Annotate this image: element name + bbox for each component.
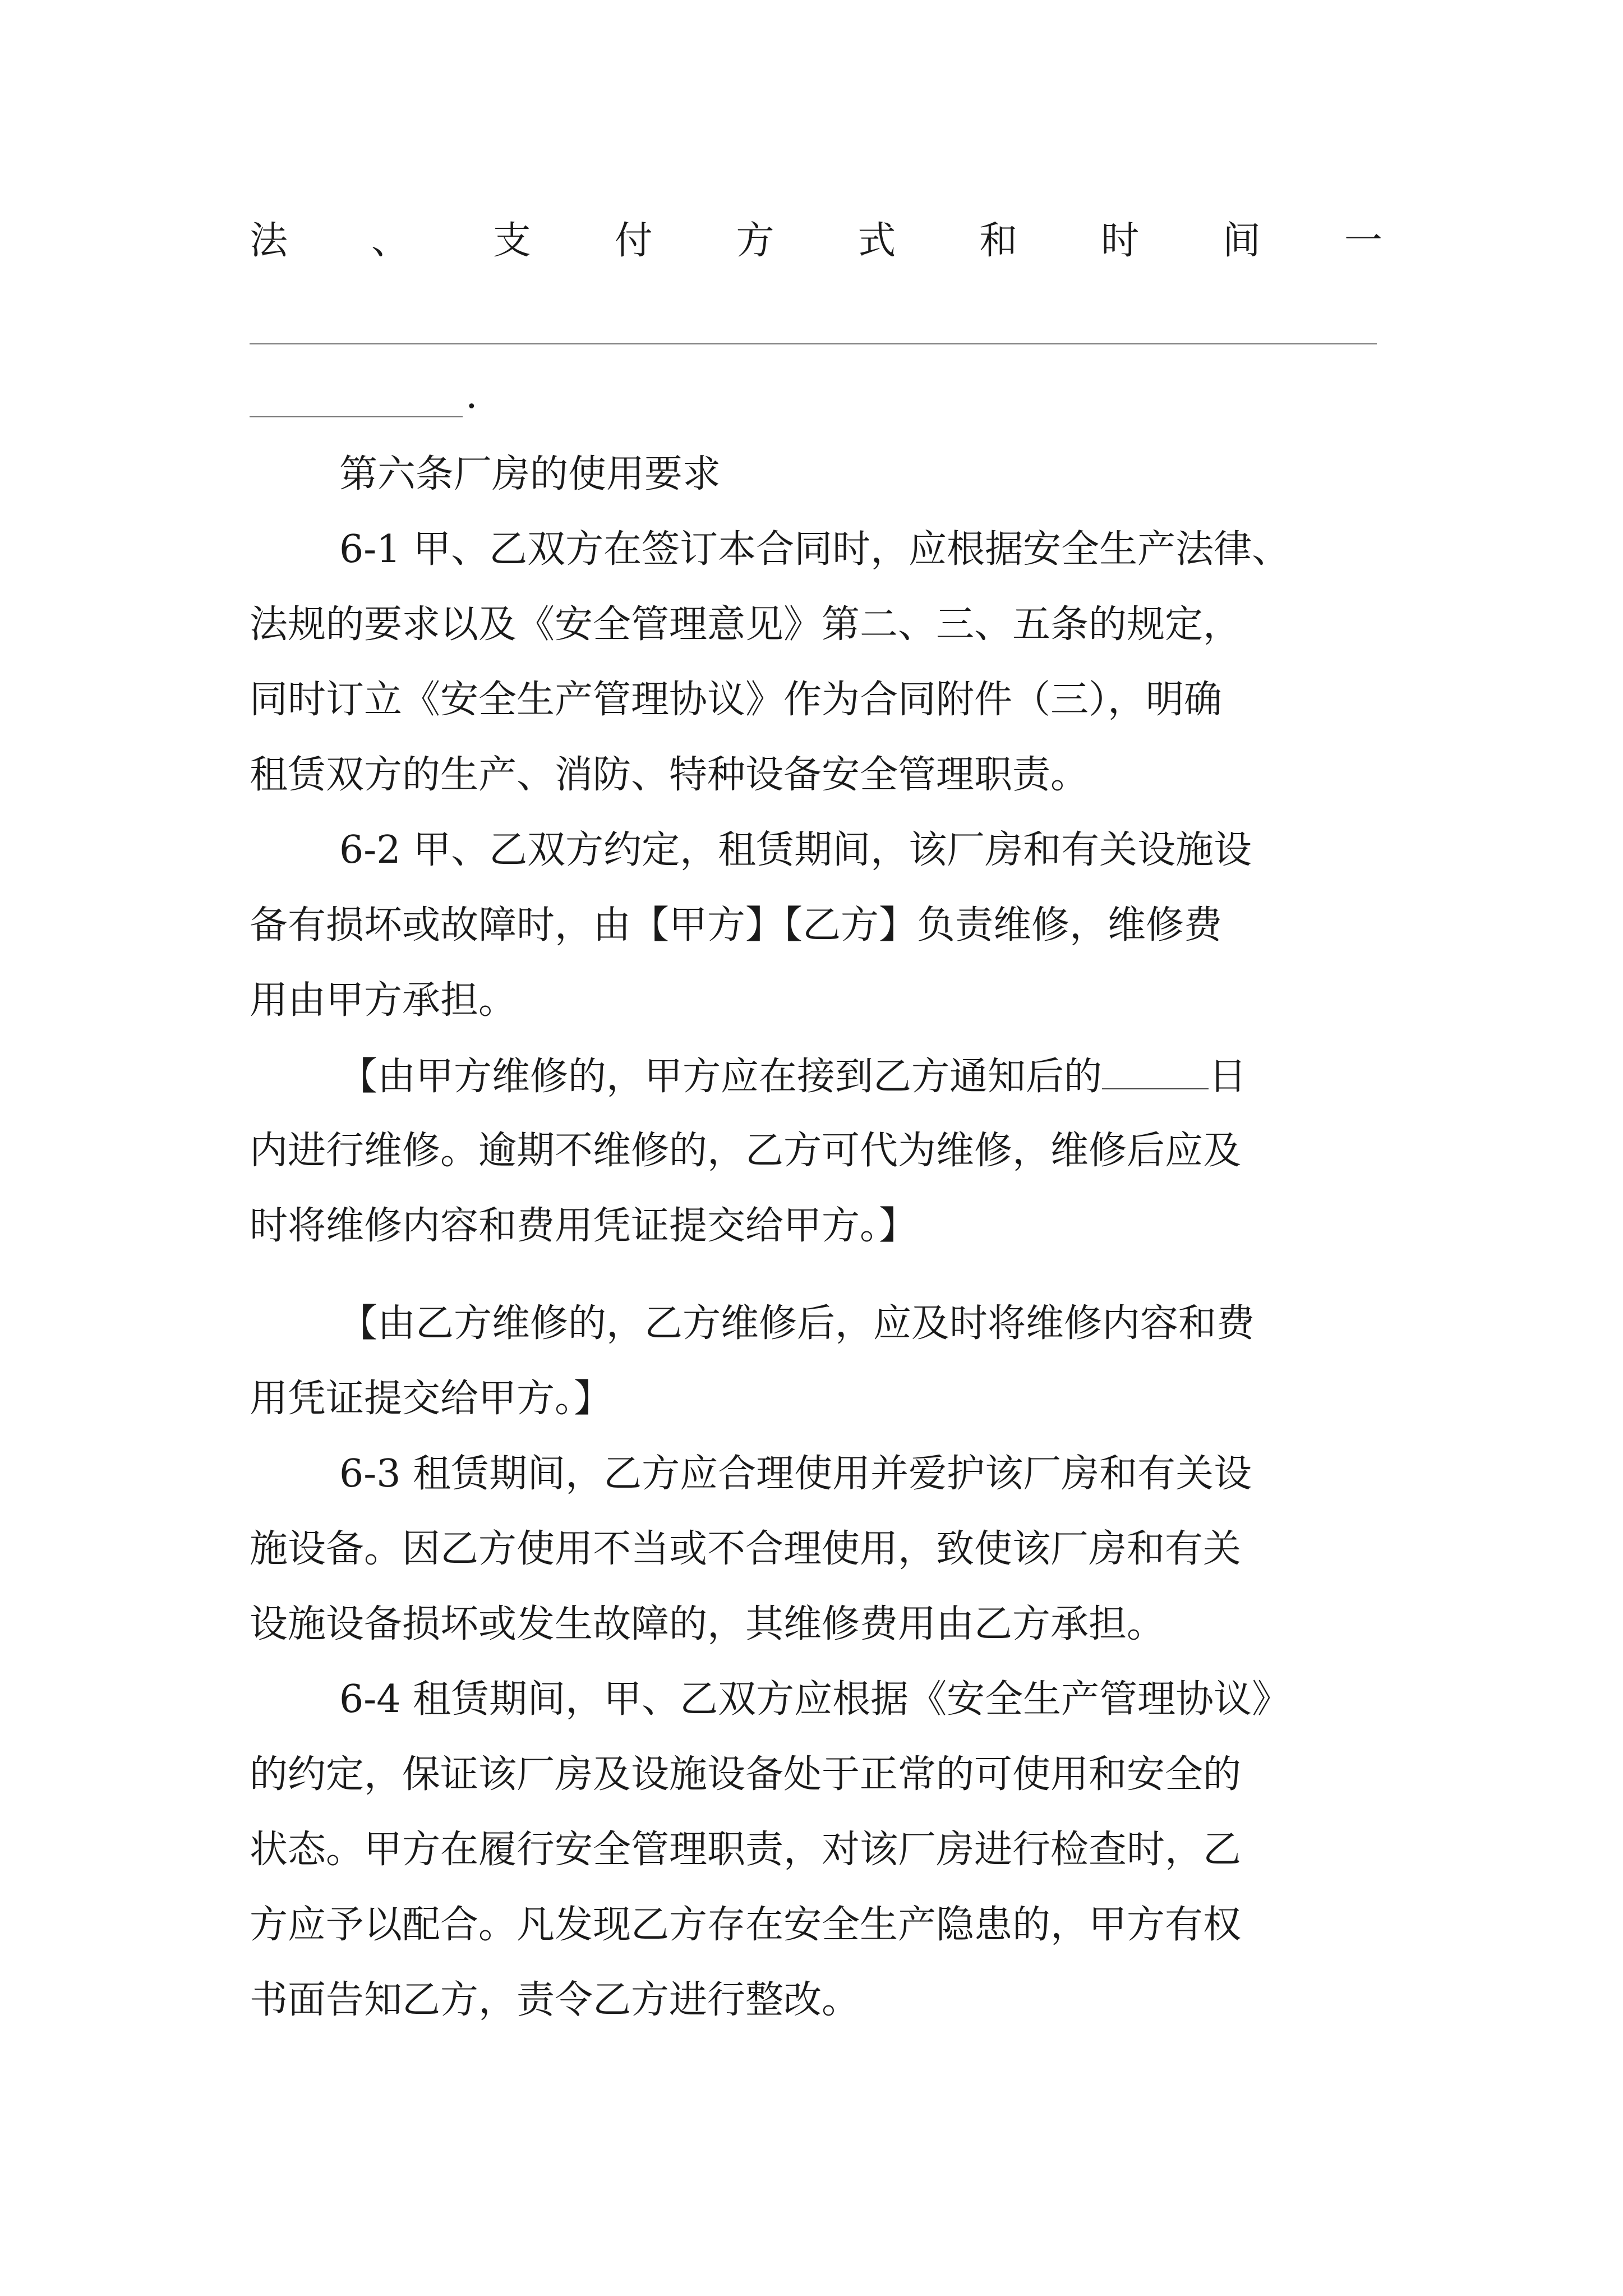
intro-char: 、: [371, 219, 409, 263]
text-line: 方应予以配合。凡发现乙方存在安全生产隐患的，甲方有权: [250, 1903, 1242, 1947]
text-line: 备有损坏或故障时，由【甲方】【乙方】负责维修，维修费: [250, 903, 1223, 947]
text-line: 6-4 租赁期间，甲、乙双方应根据《安全生产管理协议》: [339, 1677, 1290, 1722]
intro-line: [250, 219, 1382, 264]
intro-char: 一: [1344, 219, 1382, 263]
text-line: 施设备。因乙方使用不当或不合理使用，致使该厂房和有关: [250, 1527, 1242, 1571]
text-line: 用凭证提交给甲方。】: [250, 1377, 612, 1421]
text-segment: 日: [1209, 1055, 1247, 1099]
text-line: 6-3 租赁期间，乙方应合理使用并爱护该厂房和有关设: [339, 1452, 1252, 1496]
days-blank: [1102, 1053, 1209, 1089]
text-line: 同时订立《安全生产管理协议》作为合同附件（三），明确: [250, 678, 1223, 722]
intro-char: 付: [614, 219, 653, 263]
text-segment: 【由甲方维修的，甲方应在接到乙方通知后的: [339, 1055, 1103, 1099]
intro-char: 时: [1101, 219, 1140, 263]
intro-char: 支: [492, 219, 531, 263]
text-line: 状态。甲方在履行安全管理职责，对该厂房进行检查时，乙: [250, 1828, 1242, 1872]
text-line: 6-2 甲、乙双方约定，租赁期间，该厂房和有关设施设: [339, 828, 1252, 872]
intro-char: 法: [250, 219, 288, 263]
text-line: 内进行维修。逾期不维修的，乙方可代为维修，维修后应及: [250, 1129, 1242, 1173]
intro-char: 和: [979, 219, 1018, 263]
text-line: 时将维修内容和费用凭证提交给甲方。】: [250, 1204, 917, 1248]
fill-in-blank-long: [250, 343, 1377, 344]
text-line: 用由甲方承担。: [250, 978, 517, 1023]
text-line: 的约定，保证该厂房及设施设备处于正常的可使用和安全的: [250, 1752, 1242, 1797]
blank-period: .: [465, 373, 478, 417]
article-title: 第六条厂房的使用要求: [339, 452, 721, 496]
text-line-with-blank: [339, 1053, 1247, 1099]
text-line: 书面告知乙方，责令乙方进行整改。: [250, 1978, 860, 2022]
text-line: 设施设备损坏或发生故障的，其维修费用由乙方承担。: [250, 1602, 1165, 1646]
intro-char: 式: [857, 219, 896, 263]
text-line: 【由乙方维修的，乙方维修后，应及时将维修内容和费: [339, 1301, 1255, 1346]
text-line: 6-1 甲、乙双方在签订本合同时，应根据安全生产法律、: [339, 527, 1290, 572]
fill-in-blank-short: [250, 416, 463, 417]
text-line: 法规的要求以及《安全管理意见》第二、三、五条的规定，: [250, 602, 1242, 647]
intro-char: 方: [736, 219, 774, 263]
text-line: 租赁双方的生产、消防、特种设备安全管理职责。: [250, 753, 1089, 797]
intro-char: 间: [1223, 219, 1261, 263]
